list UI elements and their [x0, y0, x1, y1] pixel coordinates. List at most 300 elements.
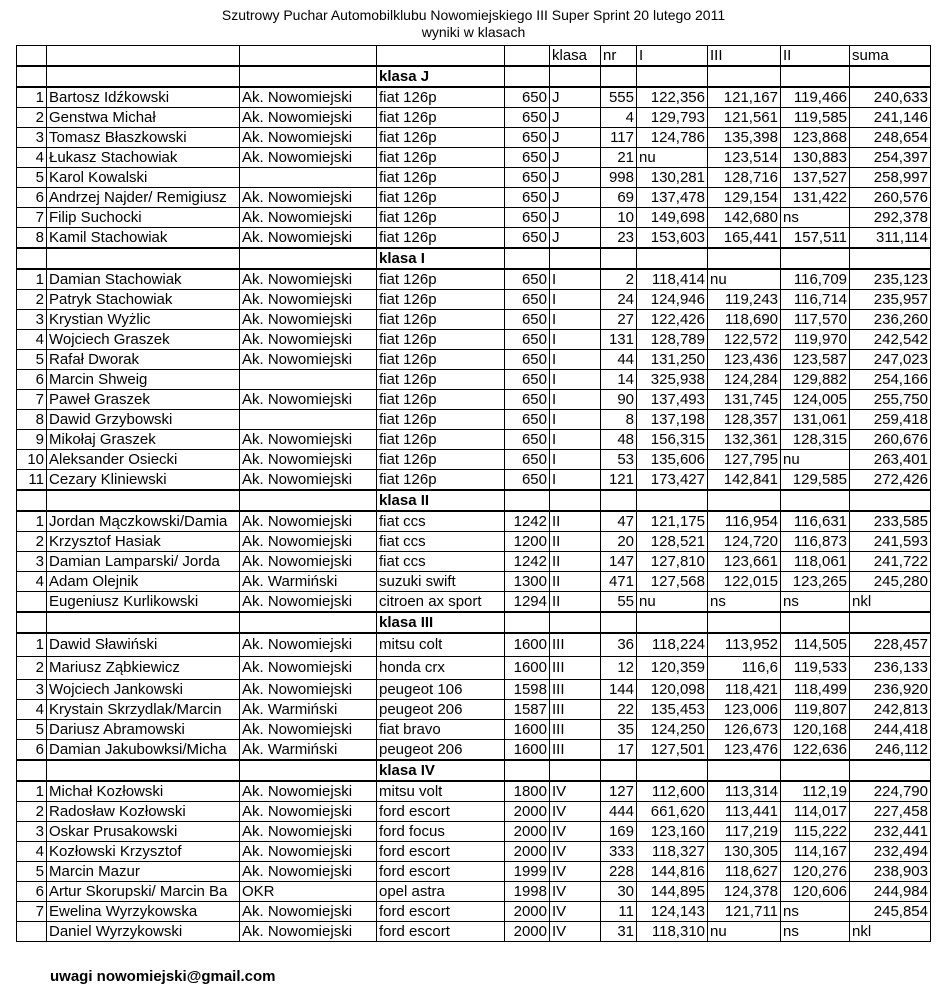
class-cell: J [550, 168, 601, 188]
run-1-cell: nu [637, 592, 708, 613]
number-cell: 121 [601, 470, 637, 491]
empty-cell [47, 760, 240, 781]
total-cell: 241,146 [850, 108, 931, 128]
page-subtitle: wyniki w klasach [421, 24, 526, 40]
club-cell: Ak. Nowomiejski [240, 430, 377, 450]
empty-cell [601, 760, 637, 781]
run-1-cell: 149,698 [637, 208, 708, 228]
number-cell: 2 [601, 269, 637, 290]
empty-cell [550, 248, 601, 269]
driver-cell: Marcin Mazur [47, 862, 240, 882]
place-cell: 3 [17, 310, 47, 330]
total-cell: 248,654 [850, 128, 931, 148]
empty-cell [850, 248, 931, 269]
class-cell: IV [550, 862, 601, 882]
run-3-cell: 128,716 [708, 168, 781, 188]
run-2-cell: 130,883 [781, 148, 850, 168]
capacity-cell: 1242 [505, 511, 550, 532]
number-cell: 144 [601, 680, 637, 700]
car-cell: fiat 126p [377, 470, 505, 491]
class-cell: I [550, 370, 601, 390]
capacity-cell: 650 [505, 128, 550, 148]
number-cell: 23 [601, 228, 637, 249]
run-1-cell: 128,789 [637, 330, 708, 350]
car-cell: ford focus [377, 822, 505, 842]
class-cell: I [550, 470, 601, 491]
column-header: nr [601, 46, 637, 67]
number-cell: 44 [601, 350, 637, 370]
empty-cell [850, 66, 931, 87]
run-2-cell: 118,061 [781, 552, 850, 572]
run-3-cell: 119,243 [708, 290, 781, 310]
club-cell: Ak. Nowomiejski [240, 290, 377, 310]
place-cell: 9 [17, 430, 47, 450]
total-cell: 260,676 [850, 430, 931, 450]
run-1-cell: 118,327 [637, 842, 708, 862]
capacity-cell: 650 [505, 290, 550, 310]
capacity-cell: 2000 [505, 842, 550, 862]
place-cell: 5 [17, 168, 47, 188]
run-2-cell: 119,466 [781, 87, 850, 108]
table-row [17, 410, 931, 430]
class-cell: III [550, 657, 601, 680]
total-cell: 244,984 [850, 882, 931, 902]
run-1-cell: 135,606 [637, 450, 708, 470]
place-cell: 4 [17, 148, 47, 168]
empty-cell [47, 490, 240, 511]
class-cell: III [550, 740, 601, 761]
car-cell: fiat 126p [377, 370, 505, 390]
number-cell: 10 [601, 208, 637, 228]
run-2-cell: 117,570 [781, 310, 850, 330]
class-cell: J [550, 128, 601, 148]
class-cell: IV [550, 802, 601, 822]
place-cell [17, 922, 47, 942]
contact-note: uwagi nowomiejski@gmail.com [50, 968, 276, 985]
run-1-cell: 153,603 [637, 228, 708, 249]
place-cell: 3 [17, 822, 47, 842]
driver-cell: Rafał Dworak [47, 350, 240, 370]
car-cell: fiat ccs [377, 532, 505, 552]
empty-cell [550, 66, 601, 87]
class-cell: J [550, 108, 601, 128]
club-cell: Ak. Nowomiejski [240, 128, 377, 148]
number-cell: 131 [601, 330, 637, 350]
run-1-cell: 122,356 [637, 87, 708, 108]
table-row [17, 269, 931, 290]
place-cell: 2 [17, 532, 47, 552]
run-1-cell: 118,310 [637, 922, 708, 942]
driver-cell: Damian Stachowiak [47, 269, 240, 290]
run-1-cell: 325,938 [637, 370, 708, 390]
run-3-cell: nu [708, 269, 781, 290]
driver-cell: Artur Skorupski/ Marcin Ba [47, 882, 240, 902]
capacity-cell: 650 [505, 148, 550, 168]
capacity-cell: 650 [505, 269, 550, 290]
capacity-cell: 650 [505, 390, 550, 410]
driver-cell: Mikołaj Graszek [47, 430, 240, 450]
empty-cell [781, 612, 850, 633]
place-cell: 5 [17, 720, 47, 740]
empty-cell [505, 760, 550, 781]
place-cell: 4 [17, 700, 47, 720]
driver-cell: Filip Suchocki [47, 208, 240, 228]
run-1-cell: 121,175 [637, 511, 708, 532]
car-cell: fiat ccs [377, 511, 505, 532]
capacity-cell: 650 [505, 188, 550, 208]
driver-cell: Dariusz Abramowski [47, 720, 240, 740]
club-cell: Ak. Nowomiejski [240, 108, 377, 128]
class-cell: I [550, 350, 601, 370]
table-row [17, 552, 931, 572]
total-cell: 254,397 [850, 148, 931, 168]
class-cell: J [550, 87, 601, 108]
number-cell: 48 [601, 430, 637, 450]
class-cell: II [550, 511, 601, 532]
run-1-cell: 128,521 [637, 532, 708, 552]
capacity-cell: 650 [505, 168, 550, 188]
capacity-cell: 650 [505, 108, 550, 128]
capacity-cell: 1242 [505, 552, 550, 572]
place-cell: 1 [17, 633, 47, 657]
car-cell: ford escort [377, 842, 505, 862]
number-cell: 30 [601, 882, 637, 902]
run-2-cell: 122,636 [781, 740, 850, 761]
run-3-cell: 113,441 [708, 802, 781, 822]
club-cell: Ak. Nowomiejski [240, 720, 377, 740]
class-cell: J [550, 188, 601, 208]
class-cell: II [550, 532, 601, 552]
car-cell: peugeot 106 [377, 680, 505, 700]
capacity-cell: 650 [505, 470, 550, 491]
empty-cell [17, 490, 47, 511]
total-cell: 272,426 [850, 470, 931, 491]
table-row [17, 700, 931, 720]
table-row [17, 802, 931, 822]
empty-cell [505, 66, 550, 87]
total-cell: 246,112 [850, 740, 931, 761]
empty-cell [637, 760, 708, 781]
run-2-cell: 131,061 [781, 410, 850, 430]
driver-cell: Damian Jakubowksi/Micha [47, 740, 240, 761]
number-cell: 127 [601, 781, 637, 802]
run-3-cell: 126,673 [708, 720, 781, 740]
capacity-cell: 1600 [505, 740, 550, 761]
place-cell: 8 [17, 228, 47, 249]
run-2-cell: 115,222 [781, 822, 850, 842]
table-row [17, 168, 931, 188]
run-1-cell: 156,315 [637, 430, 708, 450]
place-cell: 2 [17, 108, 47, 128]
empty-cell [47, 66, 240, 87]
empty-cell [601, 612, 637, 633]
table-row [17, 450, 931, 470]
class-cell: I [550, 310, 601, 330]
number-cell: 169 [601, 822, 637, 842]
column-header [240, 46, 377, 67]
club-cell: Ak. Nowomiejski [240, 228, 377, 249]
club-cell: Ak. Nowomiejski [240, 552, 377, 572]
place-cell: 1 [17, 269, 47, 290]
total-cell: 311,114 [850, 228, 931, 249]
driver-cell: Genstwa Michał [47, 108, 240, 128]
total-cell: 228,457 [850, 633, 931, 657]
club-cell: Ak. Nowomiejski [240, 188, 377, 208]
car-cell: opel astra [377, 882, 505, 902]
run-1-cell: 124,946 [637, 290, 708, 310]
column-header: suma [850, 46, 931, 67]
number-cell: 333 [601, 842, 637, 862]
run-3-cell: 123,436 [708, 350, 781, 370]
empty-cell [550, 612, 601, 633]
total-cell: nkl [850, 592, 931, 613]
total-cell: 245,280 [850, 572, 931, 592]
run-3-cell: 142,841 [708, 470, 781, 491]
class-cell: II [550, 552, 601, 572]
table-row [17, 310, 931, 330]
club-cell: Ak. Nowomiejski [240, 657, 377, 680]
run-2-cell: ns [781, 208, 850, 228]
total-cell: 232,494 [850, 842, 931, 862]
run-3-cell: 121,711 [708, 902, 781, 922]
club-cell: Ak. Nowomiejski [240, 781, 377, 802]
club-cell: Ak. Nowomiejski [240, 862, 377, 882]
results-table [16, 45, 931, 942]
driver-cell: Paweł Graszek [47, 390, 240, 410]
class-cell: IV [550, 902, 601, 922]
total-cell: 242,542 [850, 330, 931, 350]
table-row [17, 188, 931, 208]
class-cell: III [550, 700, 601, 720]
run-1-cell: 123,160 [637, 822, 708, 842]
total-cell: 241,593 [850, 532, 931, 552]
number-cell: 555 [601, 87, 637, 108]
driver-cell: Daniel Wyrzykowski [47, 922, 240, 942]
empty-cell [240, 248, 377, 269]
table-row [17, 148, 931, 168]
run-2-cell: 123,868 [781, 128, 850, 148]
run-2-cell: 131,422 [781, 188, 850, 208]
club-cell [240, 168, 377, 188]
number-cell: 21 [601, 148, 637, 168]
table-row [17, 822, 931, 842]
driver-cell: Krystian Wyżlic [47, 310, 240, 330]
car-cell: honda crx [377, 657, 505, 680]
car-cell: ford escort [377, 802, 505, 822]
class-heading: klasa II [377, 490, 505, 511]
run-1-cell: 127,568 [637, 572, 708, 592]
run-3-cell: ns [708, 592, 781, 613]
total-cell: 235,123 [850, 269, 931, 290]
run-2-cell: 118,499 [781, 680, 850, 700]
run-3-cell: 127,795 [708, 450, 781, 470]
number-cell: 69 [601, 188, 637, 208]
table-row [17, 882, 931, 902]
table-row [17, 720, 931, 740]
club-cell: Ak. Nowomiejski [240, 822, 377, 842]
car-cell: fiat bravo [377, 720, 505, 740]
run-2-cell: 124,005 [781, 390, 850, 410]
empty-cell [781, 66, 850, 87]
total-cell: 224,790 [850, 781, 931, 802]
table-row [17, 390, 931, 410]
total-cell: 233,585 [850, 511, 931, 532]
club-cell: Ak. Nowomiejski [240, 922, 377, 942]
class-cell: IV [550, 882, 601, 902]
run-2-cell: ns [781, 922, 850, 942]
driver-cell: Michał Kozłowski [47, 781, 240, 802]
capacity-cell: 650 [505, 370, 550, 390]
total-cell: 258,997 [850, 168, 931, 188]
run-2-cell: 114,017 [781, 802, 850, 822]
class-cell: I [550, 410, 601, 430]
car-cell: suzuki swift [377, 572, 505, 592]
club-cell: Ak. Warmiński [240, 572, 377, 592]
number-cell: 147 [601, 552, 637, 572]
run-3-cell: 122,015 [708, 572, 781, 592]
capacity-cell: 650 [505, 410, 550, 430]
table-row [17, 862, 931, 882]
capacity-cell: 1294 [505, 592, 550, 613]
empty-cell [240, 612, 377, 633]
class-cell: I [550, 290, 601, 310]
run-2-cell: 123,587 [781, 350, 850, 370]
table-row [17, 680, 931, 700]
run-1-cell: 137,493 [637, 390, 708, 410]
run-2-cell: 119,807 [781, 700, 850, 720]
run-3-cell: 123,476 [708, 740, 781, 761]
table-row [17, 128, 931, 148]
empty-cell [17, 66, 47, 87]
club-cell: Ak. Nowomiejski [240, 350, 377, 370]
number-cell: 27 [601, 310, 637, 330]
class-heading: klasa IV [377, 760, 505, 781]
place-cell: 6 [17, 188, 47, 208]
run-2-cell: 114,505 [781, 633, 850, 657]
run-3-cell: 124,720 [708, 532, 781, 552]
column-header: III [708, 46, 781, 67]
run-1-cell: 129,793 [637, 108, 708, 128]
run-1-cell: 122,426 [637, 310, 708, 330]
car-cell: fiat ccs [377, 552, 505, 572]
run-1-cell: 127,501 [637, 740, 708, 761]
total-cell: 259,418 [850, 410, 931, 430]
run-3-cell: 123,661 [708, 552, 781, 572]
class-cell: J [550, 208, 601, 228]
table-row [17, 842, 931, 862]
table-row [17, 511, 931, 532]
number-cell: 471 [601, 572, 637, 592]
club-cell: Ak. Nowomiejski [240, 269, 377, 290]
car-cell: citroen ax sport [377, 592, 505, 613]
car-cell: fiat 126p [377, 148, 505, 168]
empty-cell [17, 248, 47, 269]
capacity-cell: 650 [505, 330, 550, 350]
empty-cell [708, 490, 781, 511]
run-1-cell: 120,098 [637, 680, 708, 700]
run-3-cell: 116,6 [708, 657, 781, 680]
car-cell: fiat 126p [377, 330, 505, 350]
run-3-cell: 118,627 [708, 862, 781, 882]
run-1-cell: 124,786 [637, 128, 708, 148]
run-1-cell: 120,359 [637, 657, 708, 680]
table-row [17, 470, 931, 491]
run-2-cell: 112,19 [781, 781, 850, 802]
capacity-cell: 2000 [505, 822, 550, 842]
run-3-cell: 128,357 [708, 410, 781, 430]
empty-cell [601, 490, 637, 511]
run-2-cell: 116,709 [781, 269, 850, 290]
number-cell: 47 [601, 511, 637, 532]
empty-cell [17, 612, 47, 633]
place-cell: 3 [17, 680, 47, 700]
club-cell: Ak. Nowomiejski [240, 87, 377, 108]
car-cell: fiat 126p [377, 87, 505, 108]
empty-cell [708, 66, 781, 87]
driver-cell: Damian Lamparski/ Jorda [47, 552, 240, 572]
run-3-cell: 113,314 [708, 781, 781, 802]
total-cell: 236,133 [850, 657, 931, 680]
club-cell: Ak. Nowomiejski [240, 902, 377, 922]
club-cell [240, 410, 377, 430]
capacity-cell: 650 [505, 228, 550, 249]
empty-cell [708, 760, 781, 781]
place-cell: 11 [17, 470, 47, 491]
run-2-cell: 119,970 [781, 330, 850, 350]
number-cell: 998 [601, 168, 637, 188]
capacity-cell: 2000 [505, 902, 550, 922]
driver-cell: Ewelina Wyrzykowska [47, 902, 240, 922]
class-cell: II [550, 572, 601, 592]
class-cell: I [550, 450, 601, 470]
class-heading: klasa III [377, 612, 505, 633]
place-cell: 2 [17, 802, 47, 822]
table-row [17, 350, 931, 370]
run-3-cell: 113,952 [708, 633, 781, 657]
total-cell: 244,418 [850, 720, 931, 740]
capacity-cell: 1600 [505, 657, 550, 680]
car-cell: fiat 126p [377, 168, 505, 188]
empty-cell [47, 248, 240, 269]
class-heading: klasa J [377, 66, 505, 87]
driver-cell: Patryk Stachowiak [47, 290, 240, 310]
car-cell: fiat 126p [377, 269, 505, 290]
empty-cell [550, 760, 601, 781]
class-heading: klasa I [377, 248, 505, 269]
place-cell: 6 [17, 882, 47, 902]
club-cell: Ak. Nowomiejski [240, 592, 377, 613]
number-cell: 117 [601, 128, 637, 148]
empty-cell [505, 490, 550, 511]
number-cell: 36 [601, 633, 637, 657]
empty-cell [47, 612, 240, 633]
club-cell: Ak. Nowomiejski [240, 470, 377, 491]
driver-cell: Bartosz Idźkowski [47, 87, 240, 108]
club-cell: Ak. Nowomiejski [240, 310, 377, 330]
table-row [17, 87, 931, 108]
number-cell: 8 [601, 410, 637, 430]
class-heading-row [17, 248, 931, 269]
table-row [17, 657, 931, 680]
driver-cell: Łukasz Stachowiak [47, 148, 240, 168]
total-cell: 263,401 [850, 450, 931, 470]
total-cell: 242,813 [850, 700, 931, 720]
total-cell: 236,920 [850, 680, 931, 700]
place-cell: 2 [17, 657, 47, 680]
capacity-cell: 1998 [505, 882, 550, 902]
number-cell: 228 [601, 862, 637, 882]
club-cell: Ak. Warmiński [240, 740, 377, 761]
